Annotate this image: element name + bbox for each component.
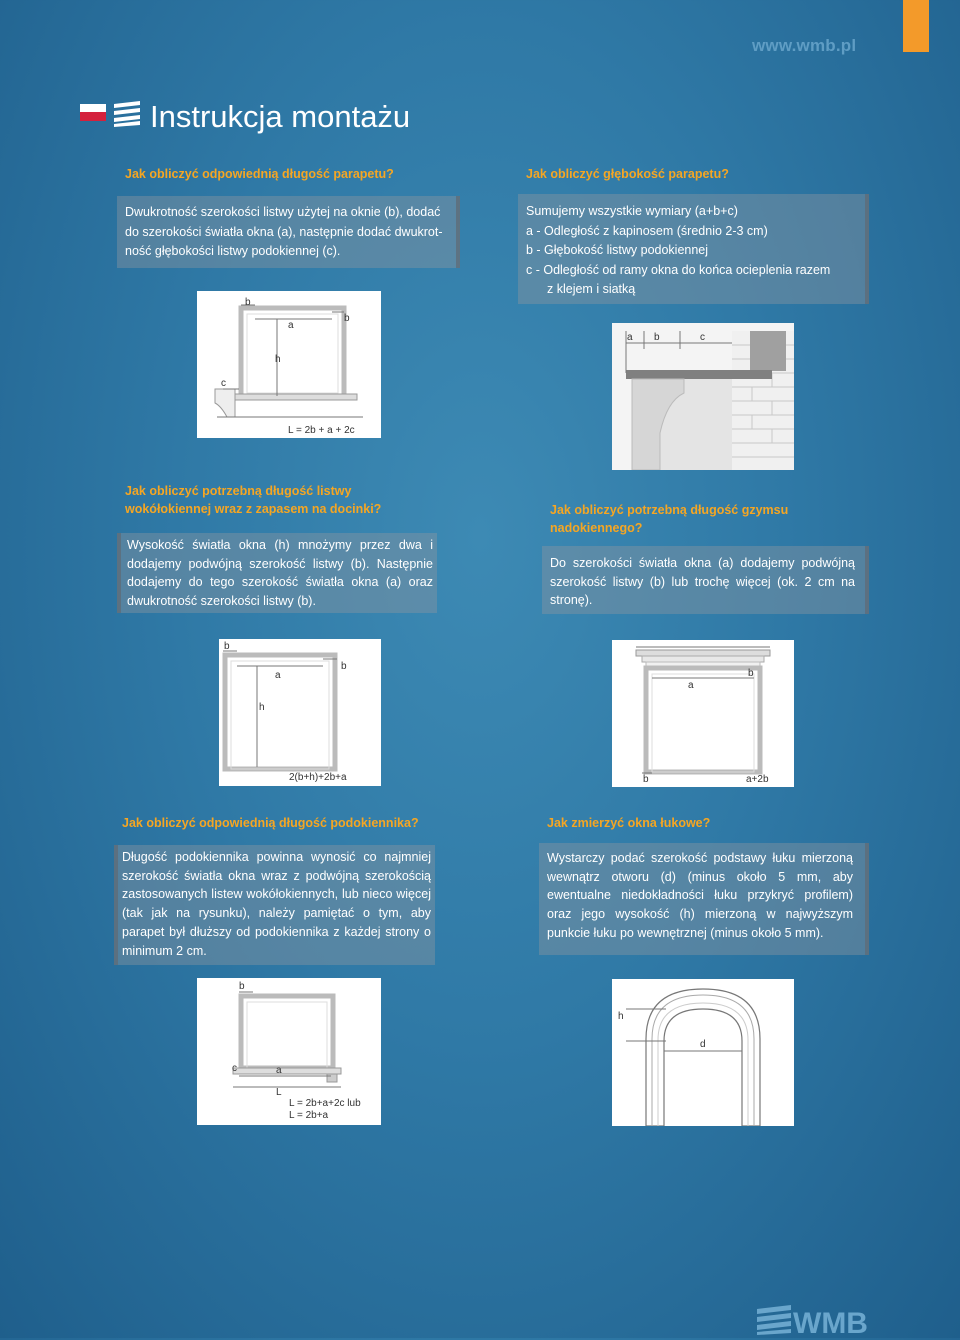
- sill-length-text-box: [114, 845, 435, 965]
- question-line: nadokiennego?: [550, 521, 643, 535]
- formula: L = 2b+a+2c lub: [289, 1098, 361, 1109]
- label-L: L: [276, 1087, 282, 1098]
- arched-windows-text-box: [539, 843, 869, 955]
- website-url[interactable]: www.wmb.pl: [752, 36, 857, 55]
- label-b: b: [748, 668, 754, 679]
- text-line: b - Głębokość listwy podokiennej: [526, 243, 709, 257]
- label-a: a: [627, 332, 633, 343]
- parapet-length-diagram: [197, 291, 381, 438]
- text-line: do szerokości światła okna (a), następnie dodać dwukrot-: [125, 224, 443, 239]
- trim-length-question: [125, 482, 381, 518]
- label-a: a: [275, 670, 281, 681]
- cornice-length-diagram: [612, 640, 794, 787]
- text-line: ność głębokości listwy podokiennej (c).: [125, 244, 341, 258]
- parapet-length-question: Jak obliczyć odpowiednią długość parapetu?: [125, 167, 394, 181]
- question-line: Jak obliczyć potrzebną długość listwy: [125, 484, 352, 498]
- polish-flag-icon: [80, 104, 106, 121]
- label-h: h: [618, 1011, 624, 1022]
- sill-length-question: Jak obliczyć odpowiednią długość podokiennika?: [122, 816, 419, 830]
- arched-windows-diagram: [612, 979, 794, 1126]
- formula: 2(b+h)+2b+a: [289, 772, 347, 783]
- wmb-logo-icon: [112, 101, 142, 132]
- label-a: a: [688, 680, 694, 691]
- trim-length-text-box: [117, 533, 437, 613]
- label-h: h: [259, 702, 265, 713]
- parapet-depth-text-box: [518, 194, 869, 304]
- sill-length-diagram: [197, 978, 381, 1125]
- footer-logo-text: WMB: [793, 1307, 868, 1335]
- question-line: wokółokiennej wraz z zapasem na docinki?: [125, 502, 382, 516]
- label-b: b: [654, 332, 660, 343]
- text-line: z klejem i siatką: [547, 282, 636, 296]
- label-b: b: [224, 641, 230, 652]
- text-paragraph: Wysokość światła okna (h) mnożymy przez dwa i dodajemy podwójną szerokość listwy (b). Następnie dodajemy do tego szerokość światła okna (a) oraz dwukrotność szerokości listwy (b).: [127, 538, 433, 608]
- page-title: Instrukcja montażu: [150, 99, 411, 134]
- arched-windows-question: Jak zmierzyć okna łukowe?: [547, 816, 711, 830]
- parapet-length-text-box: [117, 196, 460, 268]
- cornice-length-text-box: [542, 546, 869, 614]
- wmb-footer-logo: [757, 1305, 869, 1340]
- text-line: a - Odległość z kapinosem (średnio 2-3 cm): [526, 223, 768, 238]
- text-paragraph: Długość podokiennika powinna wynosić co najmniej szerokość światła okna wraz z podwójną szerokością zastosowanych listew wokółokiennych, lub nieco więcej (tak jak na rysunku), należy pamiętać o tym, aby parapet był dłuższy od podokiennika z każdej strony o minimum 2 cm.: [122, 850, 431, 958]
- text-paragraph: Wystarczy podać szerokość podstawy łuku mierzoną wewnątrz otworu (d) (minus około 5 mm, aby ewentualne niedokładności łuku przykryć profilem) oraz jego wysokość (h) mierzoną w najwyższym punkcie łuku po wewnętrznej (minus około 5 mm).: [547, 851, 853, 940]
- parapet-depth-question: Jak obliczyć głębokość parapetu?: [526, 167, 729, 181]
- label-b: b: [341, 661, 347, 672]
- label-d: d: [700, 1039, 706, 1050]
- text-line: c - Odległość od ramy okna do końca ocieplenia razem: [526, 262, 831, 277]
- parapet-depth-diagram: [612, 323, 794, 470]
- label-a: a: [288, 320, 294, 331]
- label-b: b: [245, 297, 251, 308]
- label-b: b: [643, 774, 649, 785]
- cornice-length-question: [550, 501, 788, 537]
- text-line: Dwukrotność szerokości listwy użytej na oknie (b), dodać: [125, 205, 441, 219]
- label-c: c: [221, 378, 226, 389]
- label-b: b: [344, 313, 350, 324]
- label-a: a: [276, 1065, 282, 1076]
- formula: L = 2b+a: [289, 1110, 329, 1121]
- trim-length-diagram: [219, 639, 381, 786]
- label-b: b: [239, 981, 245, 992]
- orange-accent-tab: [903, 0, 929, 52]
- text-paragraph: Do szerokości światła okna (a) dodajemy podwójną szerokość listwy (b) lub trochę więcej (ok. 2 cm na stronę).: [550, 556, 855, 607]
- label-c: c: [232, 1063, 237, 1074]
- text-line: Sumujemy wszystkie wymiary (a+b+c): [526, 204, 738, 218]
- formula: L = 2b + a + 2c: [288, 425, 355, 436]
- question-line: Jak obliczyć potrzebną długość gzymsu: [550, 503, 789, 517]
- label-c: c: [700, 332, 705, 343]
- label-h: h: [275, 354, 281, 365]
- formula: a+2b: [746, 774, 769, 785]
